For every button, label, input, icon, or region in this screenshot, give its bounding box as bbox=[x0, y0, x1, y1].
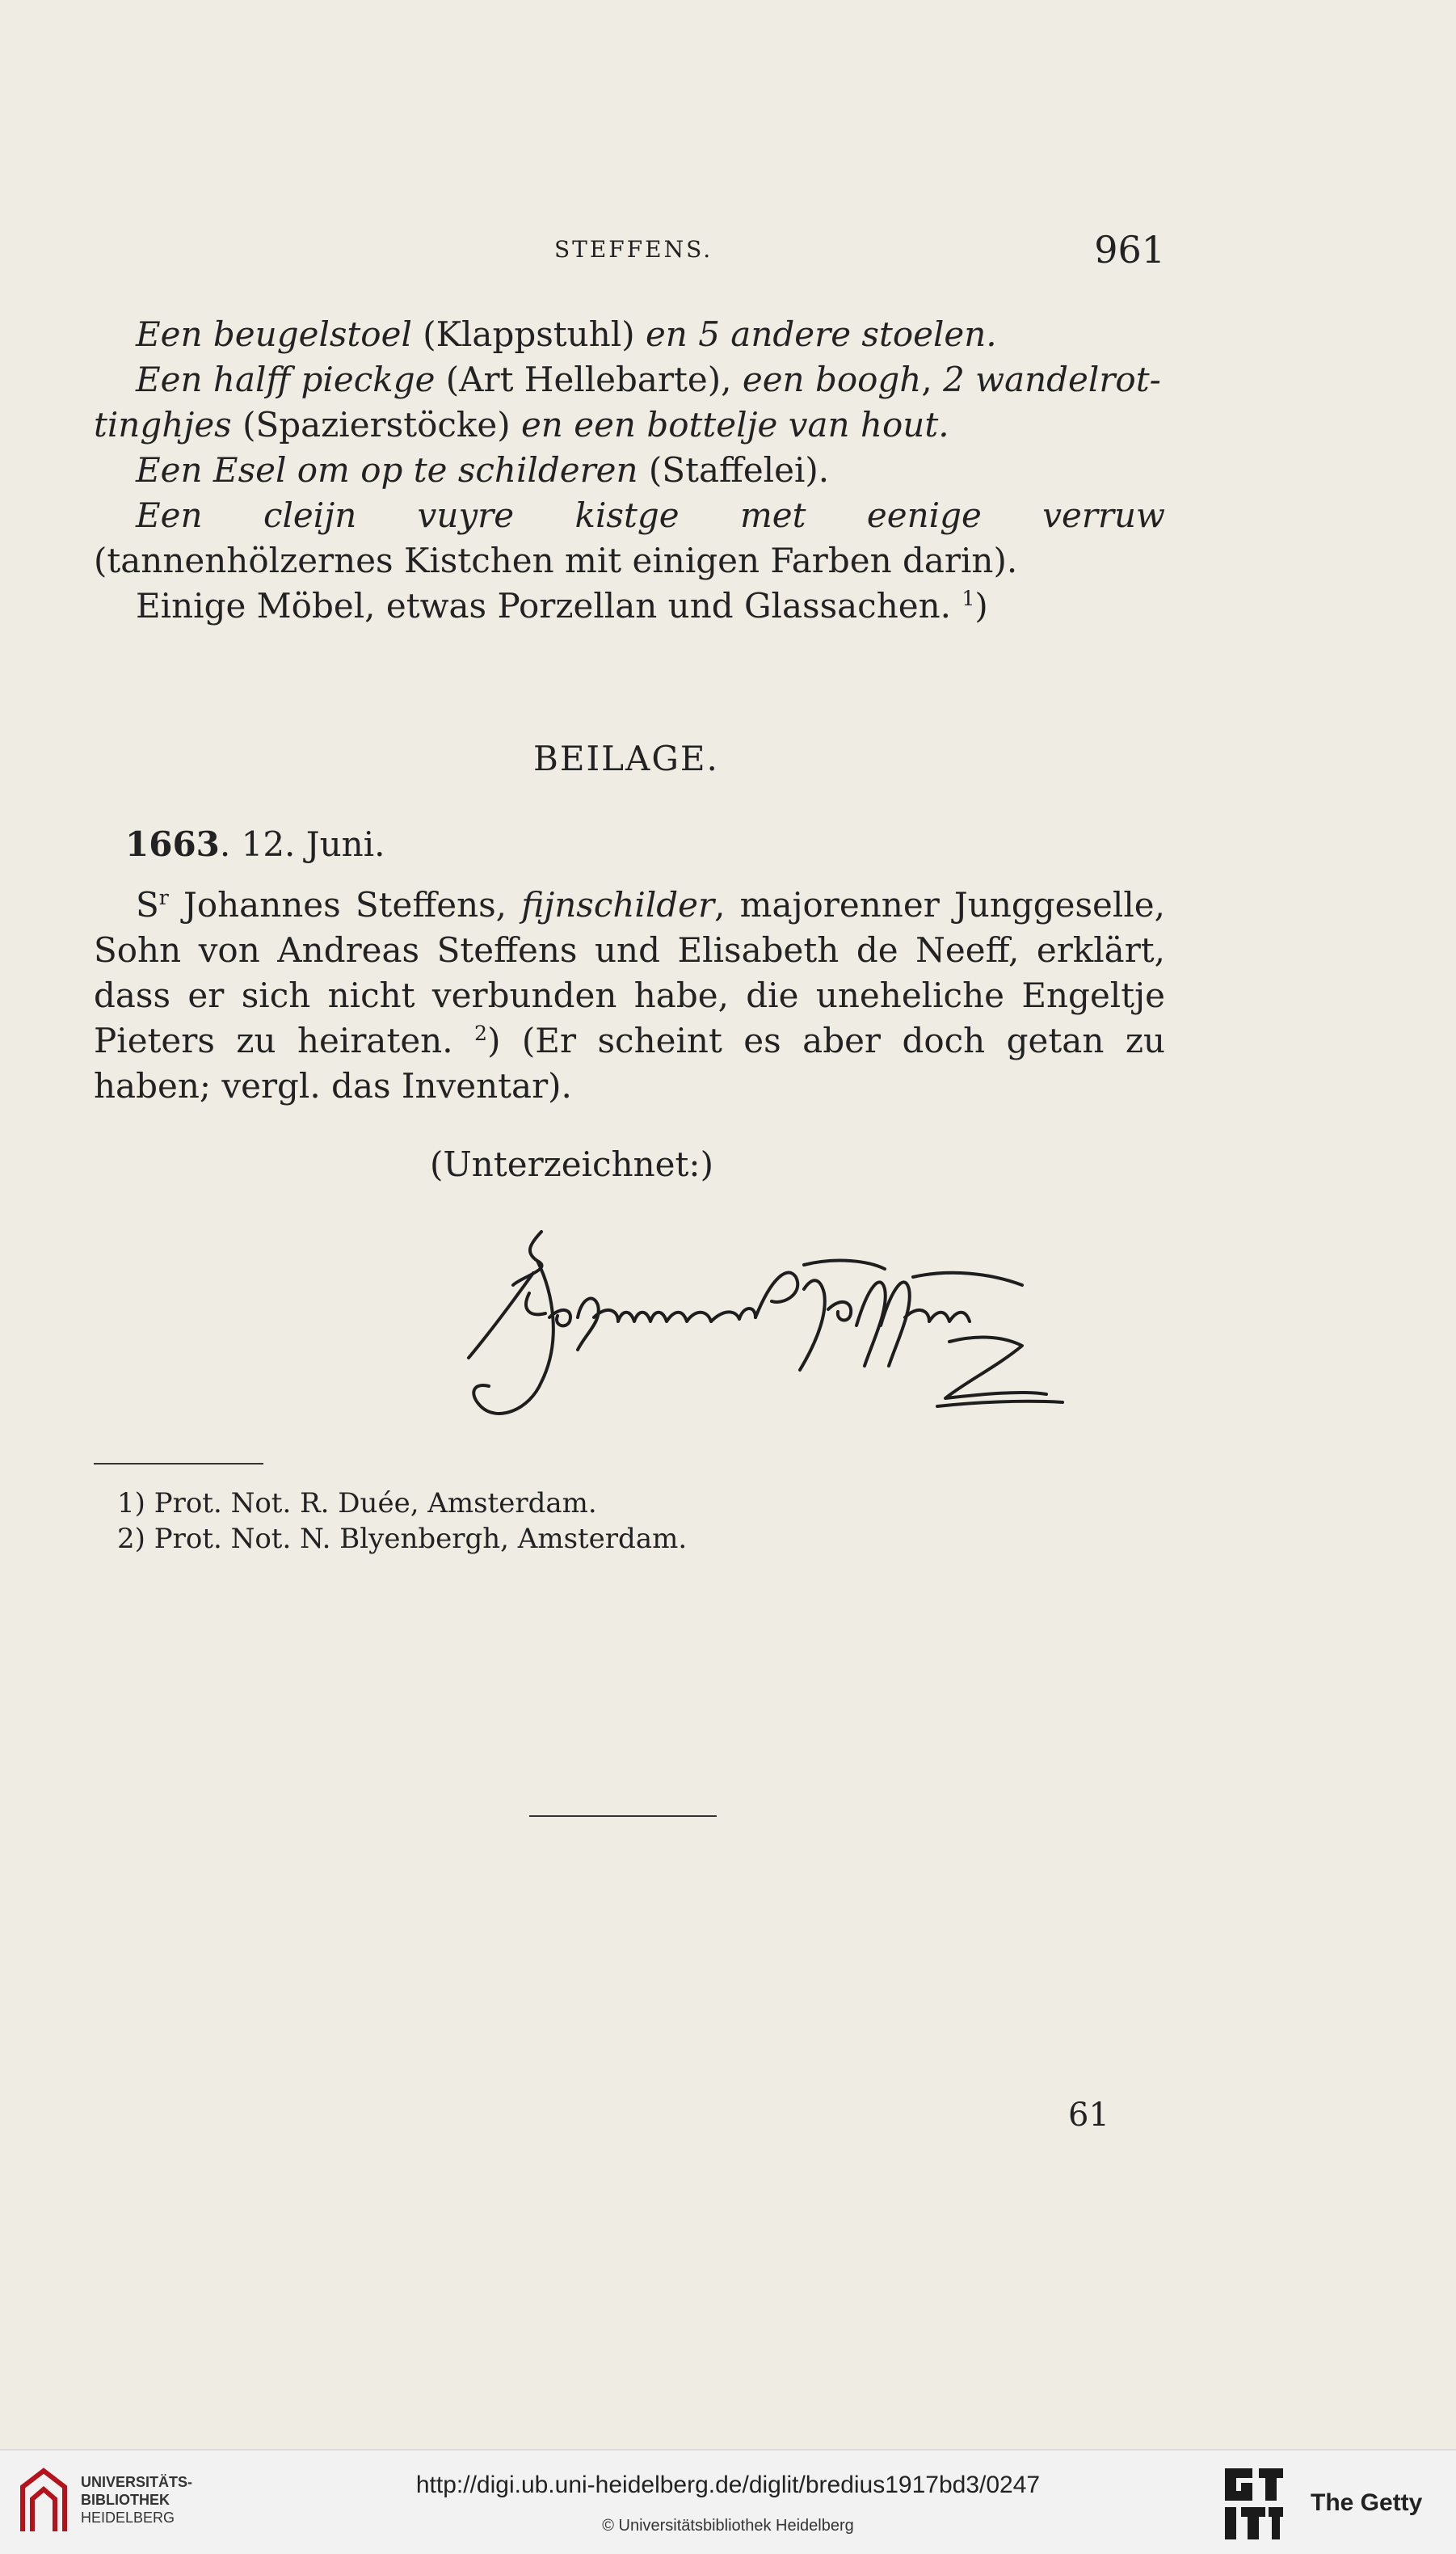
footnote-ref: 2 bbox=[474, 1022, 488, 1045]
footnote: 2) Prot. Not. N. Blyenbergh, Amsterdam. bbox=[117, 1523, 688, 1555]
inventory-line: Een beugelstoel (Klappstuhl) en 5 andere stoelen. bbox=[136, 314, 997, 354]
page-number: 961 bbox=[1094, 228, 1165, 272]
inventory-line: Een halff pieckge (Art Hellebarte), een boogh, 2 wandelrot- tinghjes (Spazierstöcke) en een bottelje van hout. bbox=[94, 360, 1161, 445]
beilage-paragraph: $S^r$ Johannes Steffens, fijnschilder, majorenner Junggeselle, Sohn von Andreas Steffens und Elisabeth de Neeff, erklärt, dass er sich nicht verbunden habe, die uneheliche Engeltje Pieters zu heiraten. $^2$) (Er scheint es aber doch getan zu haben; vergl. das Inventar). bbox=[94, 885, 1166, 1106]
footnote-divider bbox=[94, 1463, 263, 1465]
footnote: 1) Prot. Not. R. Duée, Amsterdam. bbox=[117, 1487, 597, 1519]
section-heading: BEILAGE. bbox=[533, 739, 719, 778]
page-header bbox=[94, 228, 1165, 272]
inventory-line: Een Esel om op te schilderen (Staffelei). bbox=[136, 450, 830, 490]
signature-folio: 61 bbox=[1068, 2097, 1109, 2134]
permalink-url[interactable]: http://digi.ub.uni-heidelberg.de/diglit/bredius1917bd3/0247 bbox=[415, 2472, 1041, 2498]
end-divider bbox=[529, 1815, 717, 1817]
getty-name: The Getty bbox=[1311, 2489, 1423, 2516]
footnote-ref: 1 bbox=[962, 587, 975, 610]
document-date: 1663. 12. Juni. bbox=[125, 824, 385, 864]
signature-label: (Unterzeichnet:) bbox=[430, 1144, 713, 1184]
viewer-footer bbox=[0, 2449, 1456, 2554]
copyright-notice: © Universitätsbibliothek Heidelberg bbox=[602, 2517, 854, 2535]
footnotes bbox=[117, 1486, 687, 1557]
inventory-list bbox=[94, 312, 1165, 629]
inventory-line: Een cleijn vuyre kistge met eenige verruw (tannenhölzernes Kistchen mit einigen Farben darin). bbox=[94, 495, 1165, 580]
getty-logo[interactable] bbox=[1222, 2465, 1286, 2543]
running-head: STEFFENS. bbox=[554, 236, 713, 263]
inventory-line: Einige Möbel, etwas Porzellan und Glassachen. $^1$) bbox=[136, 586, 988, 626]
university-library-name: UNIVERSITÄTS- BIBLIOTHEK HEIDELBERG bbox=[81, 2474, 193, 2526]
signature-image bbox=[465, 1229, 1127, 1439]
